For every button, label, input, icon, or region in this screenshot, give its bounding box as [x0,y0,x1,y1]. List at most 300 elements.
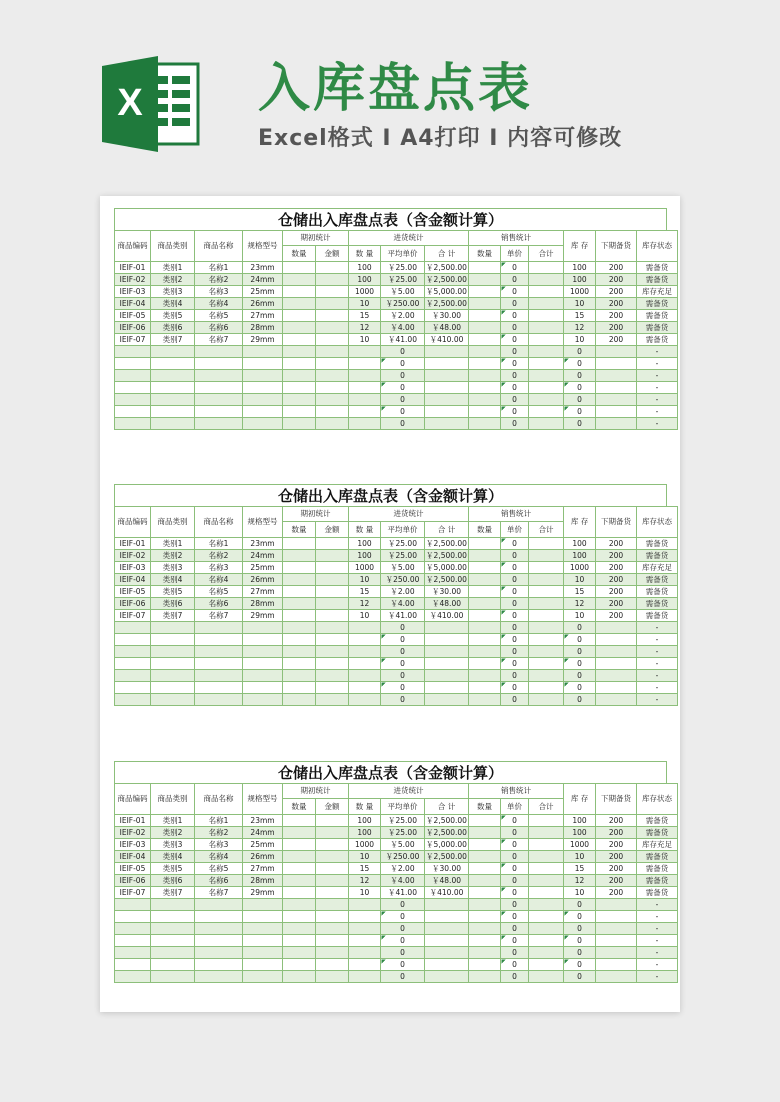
table-cell [283,346,316,358]
table-cell [195,358,243,370]
table-cell: 类别3 [151,562,195,574]
table-cell [195,694,243,706]
table-cell: 10 [349,574,381,586]
table-cell [283,598,316,610]
table-cell [195,658,243,670]
table-cell: ￥2,500.00 [426,299,467,308]
table-cell [596,911,637,923]
table-cell: ￥5.00 [381,562,425,574]
table-cell: 名称7 [195,334,243,346]
table-cell [469,959,501,971]
col-header-opening: 期初统计 [283,784,349,799]
table-row-empty [115,923,718,935]
table-cell [469,310,501,322]
table-cell: 需备货 [637,550,678,562]
table-cell [283,887,316,899]
table-cell: ￥2.00 [381,863,425,875]
table-cell [115,406,151,418]
col-subheader-amount: 金额 [316,522,349,538]
table-cell [316,298,349,310]
table-cell [596,935,637,947]
table-cell [349,370,381,382]
table-cell [316,586,349,598]
col-subheader-qty: 数量 [283,799,316,815]
table-cell: 0 [381,959,425,971]
table-cell: 名称5 [195,863,243,875]
table-cell: 100 [349,815,381,827]
table-cell: ￥48.00 [425,875,469,887]
col-subheader-qty: 数量 [283,246,316,262]
table-cell: 需备货 [637,334,678,346]
table-cell [349,947,381,959]
table-cell [529,586,564,598]
table-cell: 0 [564,634,596,646]
table-cell: ￥41.00 [381,334,425,346]
table-cell: 需备货 [637,863,678,875]
table-row-empty [115,418,718,430]
table-cell: 类别7 [151,887,195,899]
table-cell [349,959,381,971]
table-cell [469,839,501,851]
table-cell: - [637,418,678,430]
table-cell [283,839,316,851]
table-cell: 10 [564,334,596,346]
table-cell: - [637,682,678,694]
col-subheader-qty: 数量 [469,522,501,538]
table-cell [243,622,283,634]
table-cell [596,923,637,935]
table-cell: 0 [381,370,425,382]
table-cell [529,598,564,610]
col-header-name: 商品名称 [195,507,243,538]
table-cell: - [637,382,678,394]
table-cell: 0 [564,923,596,935]
table-cell: ￥25.00 [381,262,425,274]
table-cell: 0 [501,274,529,286]
table-cell [195,670,243,682]
col-subheader-avg-price: 平均单价 [381,522,425,538]
table-cell [283,550,316,562]
table-cell [469,370,501,382]
table-cell: 100 [564,538,596,550]
table-cell: 类别2 [151,827,195,839]
table-cell: 类别4 [151,574,195,586]
table-cell: 100 [564,827,596,839]
table-cell [469,586,501,598]
table-cell: IEIF-05 [115,863,151,875]
table-cell [425,622,469,634]
table-row-empty [115,935,718,947]
col-header-status: 库存状态 [637,507,678,538]
table-cell: 名称4 [195,574,243,586]
table-cell: 200 [596,839,637,851]
table-cell [529,827,564,839]
table-cell [283,406,316,418]
table-cell [529,358,564,370]
table-cell [425,346,469,358]
table-cell: 12 [349,598,381,610]
table-cell [596,622,637,634]
table-cell [316,538,349,550]
table-cell [316,394,349,406]
table-cell [349,682,381,694]
table-cell: IEIF-06 [115,875,151,887]
table-cell: 10 [564,298,596,310]
table-cell: 类别2 [151,550,195,562]
table-cell: 29mm [243,610,283,622]
table-cell [529,286,564,298]
table-cell: 类别7 [151,334,195,346]
table-cell [243,418,283,430]
table-cell: 0 [501,550,529,562]
table-row [115,274,718,286]
table-row [115,839,718,851]
table-cell: IEIF-04 [115,298,151,310]
table-cell [243,394,283,406]
table-cell [243,658,283,670]
table-cell [283,646,316,658]
table-cell [349,622,381,634]
col-header-status: 库存状态 [637,231,678,262]
table-cell [316,562,349,574]
table-cell [316,598,349,610]
table-cell: IEIF-01 [115,538,151,550]
table-cell: 15 [564,310,596,322]
table-cell [115,971,151,983]
table-row [115,298,718,310]
table-cell [195,406,243,418]
table-cell [529,610,564,622]
table-cell: 200 [596,598,637,610]
table-cell: 200 [596,334,637,346]
table-cell [596,694,637,706]
table-cell [195,947,243,959]
table-cell [283,322,316,334]
inventory-table [114,506,718,706]
table-cell: 名称4 [195,298,243,310]
table-cell [469,598,501,610]
table-cell: ￥48.00 [425,598,469,610]
table-cell: ￥410.00 [425,334,469,346]
table-cell [469,394,501,406]
table-cell: 1000 [349,286,381,298]
table-cell [283,947,316,959]
table-cell: 200 [596,538,637,550]
col-header-code: 商品编码 [115,231,151,262]
table-cell [469,971,501,983]
table-cell: - [637,658,678,670]
table-cell: 0 [381,935,425,947]
table-cell [596,971,637,983]
col-subheader-unit-price: 单价 [501,522,529,538]
table-cell: - [637,899,678,911]
table-row [115,875,718,887]
table-cell: 0 [381,682,425,694]
table-cell: 27mm [243,310,283,322]
table-cell: 0 [381,346,425,358]
table-cell [283,634,316,646]
table-cell [469,418,501,430]
table-cell: ￥5.00 [381,839,425,851]
table-cell: ￥2,500.00 [426,539,467,548]
table-cell: 类别3 [151,839,195,851]
table-cell: 23mm [243,815,283,827]
table-cell [195,911,243,923]
table-cell [529,418,564,430]
table-cell [115,959,151,971]
table-cell: IEIF-06 [115,598,151,610]
col-subheader-qty: 数量 [469,799,501,815]
table-cell: 28mm [243,875,283,887]
table-cell [529,370,564,382]
table-row-empty [115,971,718,983]
table-cell: 类别1 [151,262,195,274]
table-cell: - [637,346,678,358]
table-cell [469,899,501,911]
table-cell [283,298,316,310]
table-cell [243,682,283,694]
table-cell: 0 [501,562,529,574]
table-cell: ￥2,500.00 [426,816,467,825]
header [0,0,780,190]
table-cell: 名称7 [195,887,243,899]
table-cell: 0 [564,694,596,706]
table-cell [151,418,195,430]
table-cell: 200 [596,610,637,622]
table-cell: 0 [381,394,425,406]
table-cell: 10 [564,851,596,863]
table-cell: IEIF-01 [115,262,151,274]
table-cell [195,682,243,694]
table-cell: 12 [564,322,596,334]
table-cell [596,406,637,418]
table-cell [316,959,349,971]
table-cell: 0 [564,394,596,406]
table-cell [283,682,316,694]
table-cell [425,646,469,658]
table-cell [469,911,501,923]
table-cell: 0 [501,935,529,947]
table-cell [283,262,316,274]
table-cell: IEIF-05 [115,586,151,598]
col-header-sales: 销售统计 [469,231,564,246]
table-cell: 需备货 [637,827,678,839]
table-cell: 需备货 [637,610,678,622]
table-cell: IEIF-05 [115,310,151,322]
table-row [115,863,718,875]
table-cell [151,646,195,658]
inventory-sheet [114,208,673,430]
table-cell [425,394,469,406]
table-cell [469,935,501,947]
table-cell: ￥5,000.00 [426,287,467,296]
table-cell: 名称1 [195,815,243,827]
table-cell [425,418,469,430]
table-cell [469,346,501,358]
table-cell: 名称6 [195,322,243,334]
table-cell: - [637,947,678,959]
table-cell: 0 [501,911,529,923]
table-cell [151,358,195,370]
table-cell [316,815,349,827]
table-row [115,562,718,574]
table-cell: 0 [501,418,529,430]
table-cell: ￥5,000.00 [426,840,467,849]
table-cell [243,935,283,947]
table-cell [151,346,195,358]
table-cell [283,899,316,911]
table-cell [529,887,564,899]
col-subheader-total: 合 计 [425,799,469,815]
table-cell [115,634,151,646]
table-row-empty [115,622,718,634]
table-cell: 0 [501,899,529,911]
table-cell [349,935,381,947]
table-row [115,286,718,298]
table-cell: 1000 [564,839,596,851]
table-cell [316,382,349,394]
table-cell [316,634,349,646]
table-cell: - [637,959,678,971]
table-cell: 0 [381,947,425,959]
table-cell: 需备货 [637,851,678,863]
col-header-spec: 规格型号 [243,231,283,262]
table-cell: 0 [564,670,596,682]
table-cell: - [637,406,678,418]
table-cell [596,418,637,430]
table-cell: ￥2,500.00 [426,263,467,272]
table-cell: 10 [349,887,381,899]
table-cell [469,887,501,899]
table-cell [425,971,469,983]
table-cell [425,899,469,911]
table-cell: 名称1 [195,262,243,274]
table-cell [243,899,283,911]
table-cell [596,899,637,911]
table-cell: ￥2,500.00 [426,575,467,584]
table-cell: 0 [501,827,529,839]
table-cell: 0 [501,358,529,370]
table-cell [529,538,564,550]
table-cell [469,815,501,827]
col-header-category: 商品类别 [151,231,195,262]
table-cell: 名称3 [195,286,243,298]
table-cell [316,358,349,370]
table-cell [283,911,316,923]
table-cell: 类别6 [151,322,195,334]
table-cell: IEIF-07 [115,887,151,899]
table-cell: 200 [596,875,637,887]
table-cell: 0 [381,406,425,418]
table-cell [425,923,469,935]
table-cell [529,971,564,983]
table-cell [596,634,637,646]
table-cell [151,971,195,983]
table-cell: 需备货 [637,262,678,274]
table-cell: 0 [501,346,529,358]
table-row [115,574,718,586]
table-cell [469,634,501,646]
table-cell [529,322,564,334]
table-cell: 0 [501,863,529,875]
table-cell [151,670,195,682]
table-row [115,851,718,863]
table-cell: 0 [381,694,425,706]
table-cell [529,682,564,694]
table-row-empty [115,382,718,394]
table-cell: 0 [501,538,529,550]
col-header-status: 库存状态 [637,784,678,815]
table-cell [151,394,195,406]
table-cell: - [637,634,678,646]
table-cell: 100 [564,550,596,562]
table-cell: ￥4.00 [381,598,425,610]
table-cell [115,947,151,959]
table-cell [195,634,243,646]
table-row [115,550,718,562]
table-cell [425,947,469,959]
table-cell [283,334,316,346]
table-cell [243,923,283,935]
table-cell: ￥250.00 [381,574,425,586]
table-cell [283,827,316,839]
table-row-empty [115,646,718,658]
table-cell: 0 [501,598,529,610]
table-cell: 0 [564,971,596,983]
table-cell: 名称7 [195,610,243,622]
table-cell [529,298,564,310]
table-cell [115,899,151,911]
table-cell: 200 [596,298,637,310]
table-cell [195,646,243,658]
table-cell: 需备货 [637,586,678,598]
table-cell [529,334,564,346]
table-cell [195,622,243,634]
table-cell: 0 [564,959,596,971]
table-cell [596,658,637,670]
table-cell [469,827,501,839]
sheet-title: 仓储出入库盘点表（含金额计算） [114,208,667,230]
table-cell: 类别6 [151,598,195,610]
table-cell: ￥250.00 [381,298,425,310]
table-cell: 需备货 [637,274,678,286]
col-header-sales: 销售统计 [469,784,564,799]
table-cell [243,634,283,646]
document-page [100,196,680,1012]
table-cell [596,947,637,959]
table-cell: ￥25.00 [381,550,425,562]
col-header-opening: 期初统计 [283,507,349,522]
table-cell [469,538,501,550]
table-cell [469,670,501,682]
table-cell [115,682,151,694]
table-cell: 15 [349,863,381,875]
table-cell: 0 [564,358,596,370]
table-cell: 10 [564,574,596,586]
table-row-empty [115,406,718,418]
table-cell [115,923,151,935]
table-row-empty [115,370,718,382]
table-cell: 0 [501,971,529,983]
table-cell: 200 [596,863,637,875]
table-cell [425,382,469,394]
table-cell [529,863,564,875]
col-header-sales: 销售统计 [469,507,564,522]
table-cell [283,274,316,286]
table-cell [316,274,349,286]
col-header-name: 商品名称 [195,231,243,262]
table-cell: 10 [564,887,596,899]
